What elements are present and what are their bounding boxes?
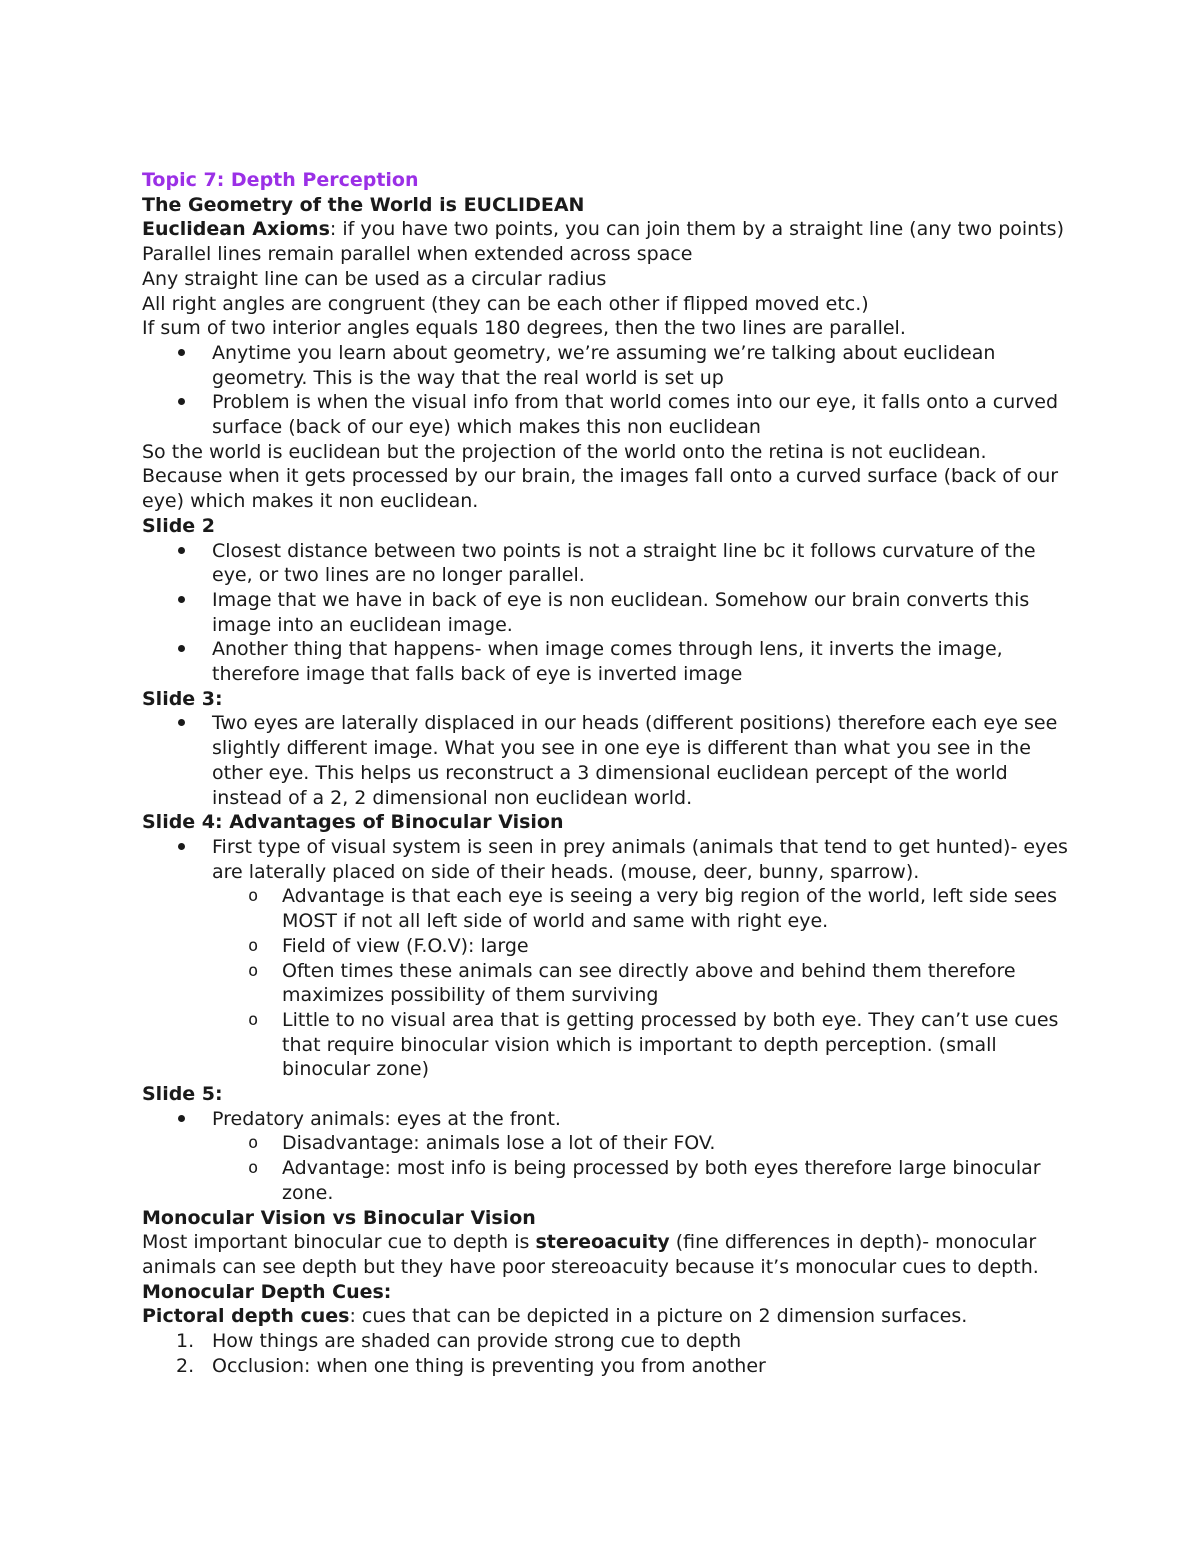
list-item: Another thing that happens- when image comes through lens, it inverts the image, therefore image that falls back of eye is inverted image xyxy=(142,637,1072,686)
item-text: How things are shaded can provide strong cue to depth xyxy=(212,1330,742,1353)
numbered-item xyxy=(142,1354,1072,1379)
pictoral-label: Pictoral depth cues xyxy=(142,1305,350,1328)
item-text: Occlusion: when one thing is preventing you from another xyxy=(212,1354,766,1377)
sub-list-item: o Disadvantage: animals lose a lot of their FOV. xyxy=(142,1131,1072,1156)
slide2-heading: Slide 2 xyxy=(142,514,216,537)
list-item: Two eyes are laterally displaced in our heads (different positions) therefore each eye see slightly different image. What you see in one eye is different than what you see in the other eye. This helps us reconstruct a 3 dimensional euclidean percept of the world instead of a 2, 2 dimensional non euclidean world. xyxy=(142,711,1072,810)
sub-list-item: o Advantage: most info is being processed by both eyes therefore large binocular zone. xyxy=(142,1156,1072,1205)
list-item: Predatory animals: eyes at the front. xyxy=(142,1107,1072,1132)
sub-list-item: o Often times these animals can see directly above and behind them therefore maximizes possibility of them surviving xyxy=(142,959,1072,1008)
sub-list-item: o Little to no visual area that is getting processed by both eye. They can’t use cues that require binocular vision which is important to depth perception. (small binocular zone) xyxy=(142,1008,1072,1082)
mono-vs-bino-heading: Monocular Vision vs Binocular Vision xyxy=(142,1206,536,1229)
item-number: 1. xyxy=(176,1330,195,1353)
list-item: Anytime you learn about geometry, we’re assuming we’re talking about euclidean geometry. This is the way that the real world is set up xyxy=(142,341,1072,390)
list-item: Image that we have in back of eye is non euclidean. Somehow our brain converts this image into an euclidean image. xyxy=(142,588,1072,637)
stereoacuity-paragraph xyxy=(142,1230,1072,1279)
summary-line: So the world is euclidean but the projection of the world onto the retina is not euclidean. xyxy=(142,440,987,463)
pictoral-text: : cues that can be depicted in a picture on 2 dimension surfaces. xyxy=(349,1305,968,1328)
slide5-bullet-list xyxy=(142,1107,1072,1206)
sub-list-item: o Field of view (F.O.V): large xyxy=(142,934,1072,959)
numbered-item xyxy=(142,1329,1072,1354)
summary-line: Because when it gets processed by our brain, the images fall onto a curved surface (back of our eye) which makes it non euclidean. xyxy=(142,465,1059,513)
pictoral-paragraph xyxy=(142,1304,1072,1329)
page-title: Topic 7: Depth Perception xyxy=(142,169,419,191)
stereoacuity-term: stereoacuity xyxy=(535,1231,670,1254)
axiom-line: All right angles are congruent (they can be each other if flipped moved etc.) xyxy=(142,292,869,315)
stereoacuity-text-after: (fine differences in depth)- monocular animals can see depth but they have poor stereoacuity because it’s monocular cues to depth. xyxy=(142,1231,1039,1278)
geometry-heading: The Geometry of the World is EUCLIDEAN xyxy=(142,193,585,216)
sub-list-item: o Advantage is that each eye is seeing a very big region of the world, left side sees MOST if not all left side of world and same with right eye. xyxy=(142,884,1072,933)
list-item: Problem is when the visual info from that world comes into our eye, it falls onto a curved surface (back of our eye) which makes this non euclidean xyxy=(142,390,1072,439)
monocular-cues-heading: Monocular Depth Cues: xyxy=(142,1280,392,1303)
axiom-line: If sum of two interior angles equals 180 degrees, then the two lines are parallel. xyxy=(142,317,906,340)
slide3-heading: Slide 3: xyxy=(142,687,223,710)
list-item: First type of visual system is seen in prey animals (animals that tend to get hunted)- eyes are laterally placed on side of their heads. (mouse, deer, bunny, sparrow). xyxy=(142,835,1072,884)
slide2-bullet-list xyxy=(142,539,1072,687)
axiom-line: Any straight line can be used as a circular radius xyxy=(142,267,607,290)
axiom-bullet-list xyxy=(142,341,1072,440)
axiom-line: Parallel lines remain parallel when extended across space xyxy=(142,243,693,266)
document-body xyxy=(142,168,1072,1378)
slide3-bullet-list xyxy=(142,711,1072,810)
slide4-bullet-list xyxy=(142,835,1072,1082)
list-item: Closest distance between two points is not a straight line bc it follows curvature of the eye, or two lines are no longer parallel. xyxy=(142,539,1072,588)
slide4-heading: Slide 4: Advantages of Binocular Vision xyxy=(142,811,564,834)
slide5-heading: Slide 5: xyxy=(142,1083,223,1106)
axioms-text: : if you have two points, you can join them by a straight line (any two points) xyxy=(329,218,1064,241)
stereoacuity-text-before: Most important binocular cue to depth is xyxy=(142,1231,536,1254)
axioms-label: Euclidean Axioms xyxy=(142,218,330,241)
axioms-paragraph xyxy=(142,217,1072,242)
numbered-list xyxy=(142,1329,1072,1378)
item-number: 2. xyxy=(176,1354,195,1377)
